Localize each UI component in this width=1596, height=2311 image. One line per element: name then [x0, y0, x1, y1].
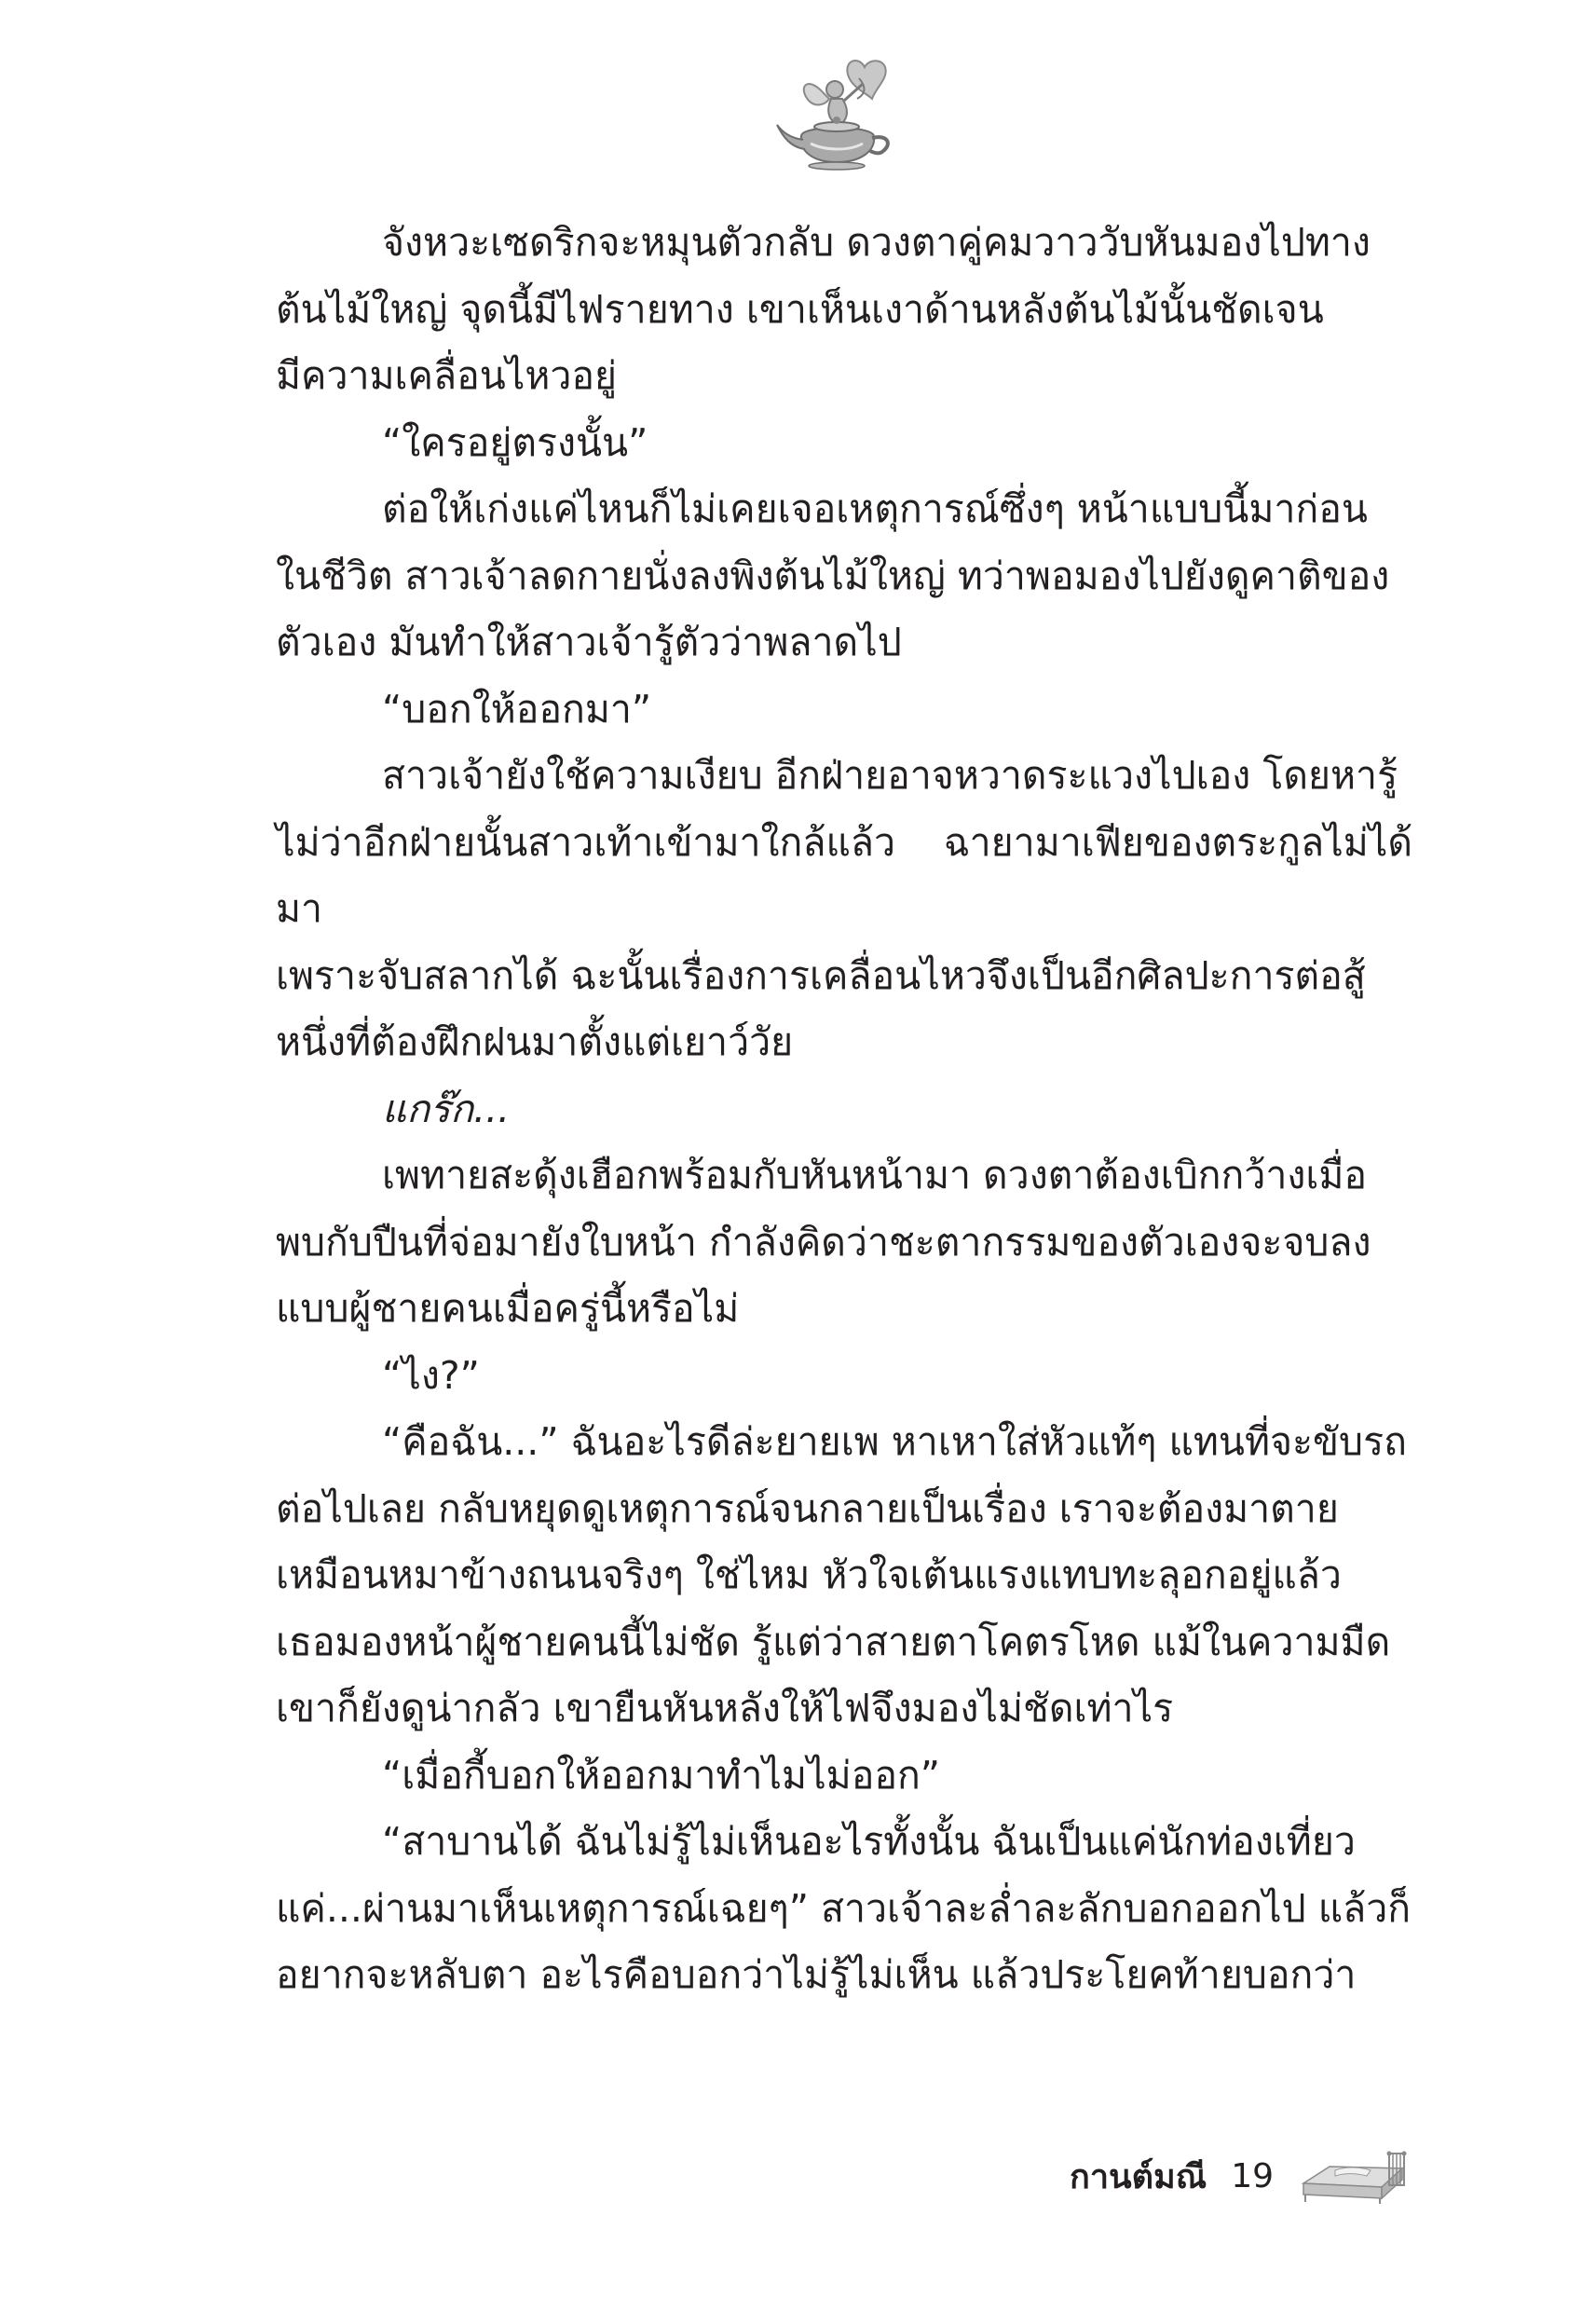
paragraph-sound-effect: แกร๊ก... [382, 1086, 511, 1131]
paragraph: “เมื่อกี้บอกให้ออกมาทำไมไม่ออก” [382, 1752, 941, 1798]
bed-icon [1298, 2146, 1410, 2206]
footer-author-title: กานต์มณี [1070, 2157, 1207, 2196]
paragraph: “บอกให้ออกมา” [382, 686, 652, 732]
paragraph: สาวเจ้ายังใช้ความเงียบ อีกฝ่ายอาจหวาดระแวงไปเอง โดยหารู้ ไม่ว่าอีกฝ่ายนั้นสาวเท้าเข้ามาใกล้แล้ว ฉายามาเฟียของตระกูลไม่ได้มา เพราะจับสลากได้ ฉะนั้นเรื่องการเคลื่อนไหวจึงเป็นอีกศิลปะการต่อสู้ หนึ่งที่ต้องฝึกฝนมาตั้งแต่เยาว์วัย [276, 753, 1412, 1064]
paragraph: ต่อให้เก่งแค่ไหนก็ไม่เคยเจอเหตุการณ์ซึ่งๆ หน้าแบบนี้มาก่อน ในชีวิต สาวเจ้าลดกายนั่งลงพิงต้นไม้ใหญ่ ทว่าพอมองไปยังดูคาติของ ตัวเอง มันทำให้สาวเจ้ารู้ตัวว่าพลาดไป [276, 486, 1390, 664]
paragraph: “ใครอยู่ตรงนั้น” [382, 419, 648, 465]
page-number: 19 [1231, 2156, 1274, 2195]
teapot-cupid-ornament-icon [770, 47, 909, 186]
paragraph: จังหวะเซดริกจะหมุนตัวกลับ ดวงตาคู่คมวาววับหันมองไปทาง ต้นไม้ใหญ่ จุดนี้มีไฟรายทาง เขาเห็นเงาด้านหลังต้นไม้นั้นชัดเจน มีความเคลื่อนไหวอยู่ [276, 220, 1371, 398]
paragraph: เพทายสะดุ้งเฮือกพร้อมกับหันหน้ามา ดวงตาต้องเบิกกว้างเมื่อ พบกับปืนที่จ่อมายังใบหน้า กำลังคิดว่าชะตากรรมของตัวเองจะจบลง แบบผู้ชายคนเมื่อครู่นี้หรือไม่ [276, 1153, 1371, 1331]
paragraph: “สาบานได้ ฉันไม่รู้ไม่เห็นอะไรทั้งนั้น ฉันเป็นแค่นักท่องเที่ยว แค่...ผ่านมาเห็นเหตุการณ์เฉยๆ” สาวเจ้าละล่ำละลักบอกออกไป แล้วก็ อยากจะหลับตา อะไรคือบอกว่าไม่รู้ไม่เห็น แล้วประโยคท้ายบอกว่า [276, 1819, 1412, 1997]
paragraph: “ไง?” [382, 1352, 480, 1398]
body-text [276, 210, 1412, 2009]
page-footer [1070, 2148, 1410, 2204]
paragraph: “คือฉัน...” ฉันอะไรดีล่ะยายเพ หาเหาใส่หัวแท้ๆ แทนที่จะขับรถ ต่อไปเลย กลับหยุดดูเหตุการณ์จนกลายเป็นเรื่อง เราจะต้องมาตาย เหมือนหมาข้างถนนจริงๆ ใช่ไหม หัวใจเต้นแรงแทบทะลุอกอยู่แล้ว เธอมองหน้าผู้ชายคนนี้ไม่ชัด รู้แต่ว่าสายตาโคตรโหด แม้ในความมืด เขาก็ยังดูน่ากลัว เขายืนหันหลังให้ไฟจึงมองไม่ชัดเท่าไร [276, 1419, 1407, 1730]
